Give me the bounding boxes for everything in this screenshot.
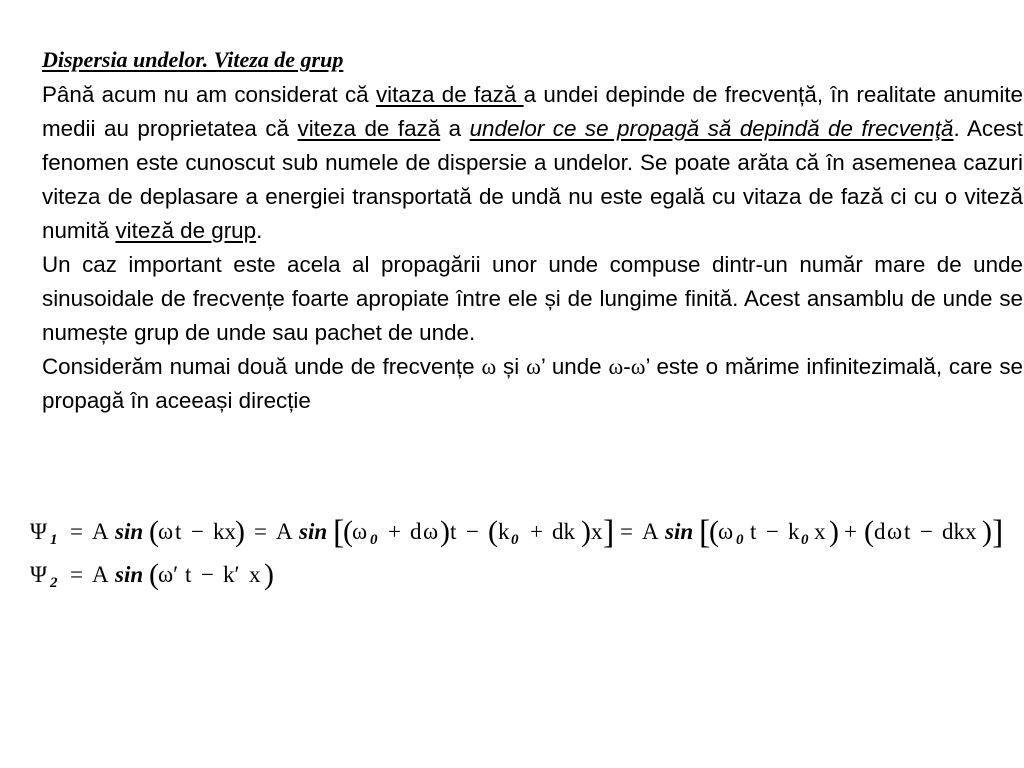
eq1-sub: 1 bbox=[50, 532, 58, 548]
eq2-eq: = bbox=[70, 562, 83, 587]
eq2-omega-prime: ω′ bbox=[158, 562, 179, 587]
eq2-k-prime: k′ bbox=[223, 562, 240, 587]
eq1-psi: Ψ bbox=[30, 519, 47, 544]
eq2-t: t bbox=[185, 562, 192, 587]
eq1-eq-b: = bbox=[254, 519, 267, 544]
svg-text:(: ( bbox=[864, 515, 874, 548]
eq1-zero-c: 0 bbox=[736, 532, 744, 548]
eq2-sin: sin bbox=[115, 562, 144, 587]
p3-text-3: ’ unde bbox=[540, 354, 609, 379]
svg-text:): ) bbox=[581, 515, 591, 548]
eq1-zero-b: 0 bbox=[511, 532, 519, 548]
svg-text:[: [ bbox=[333, 514, 345, 551]
eq1-zero-a: 0 bbox=[370, 532, 378, 548]
p1-text-5: . bbox=[256, 218, 263, 243]
eq1-t-a: t bbox=[175, 519, 182, 544]
eq1-amp-b: A bbox=[276, 519, 293, 544]
p1-text-2: a undei depinde de frecvență, în realitate anumite medii au proprietatea că bbox=[42, 82, 1024, 141]
svg-text:(: ( bbox=[149, 558, 159, 591]
eq1-omega-d: ω bbox=[718, 519, 734, 544]
eq1-d-a: d bbox=[410, 519, 422, 544]
eq1-kx-a: kx bbox=[213, 519, 236, 544]
svg-text:): ) bbox=[235, 515, 245, 548]
eq1-plus-b: + bbox=[530, 519, 543, 544]
p3-omega-2: ω bbox=[526, 354, 541, 379]
svg-text:): ) bbox=[264, 558, 274, 591]
p3-omega-1: ω bbox=[481, 354, 497, 379]
p1-text-1: Până acum nu am considerat că bbox=[42, 82, 376, 107]
paragraph-3 bbox=[42, 350, 1023, 418]
eq1-sin-c: sin bbox=[665, 519, 694, 544]
eq1-t-d: t bbox=[904, 519, 911, 544]
p3-text-5: ’ este o mărime infinitezimală, care se propagă în aceeași direcție bbox=[42, 354, 1023, 413]
body-text bbox=[42, 78, 1023, 418]
eq2-sub: 2 bbox=[50, 575, 58, 591]
eq1-dk-a: dk bbox=[552, 519, 575, 544]
eq1-x-a: x bbox=[591, 519, 603, 544]
p1-italic-underline: undelor ce se propagă să depindă de frecvenţă bbox=[469, 116, 954, 141]
eq1-sin-a: sin bbox=[115, 519, 144, 544]
eq1-amp-c: A bbox=[642, 519, 659, 544]
eq1-amp-a: A bbox=[92, 519, 109, 544]
eq1-omega-a: ω bbox=[158, 519, 174, 544]
eq1-eq-c: = bbox=[620, 519, 633, 544]
equation-psi-1 bbox=[30, 512, 1020, 556]
svg-text:): ) bbox=[829, 515, 839, 548]
paragraph-1 bbox=[42, 78, 1023, 248]
p1-underline-2: viteza de fază bbox=[297, 116, 441, 141]
p1-underline-3: viteză de grup bbox=[115, 218, 257, 243]
eq1-plus-c: + bbox=[844, 519, 857, 544]
svg-text:[: [ bbox=[699, 514, 711, 551]
p3-text-4: - bbox=[623, 354, 631, 379]
eq1-d-b: d bbox=[874, 519, 886, 544]
svg-text:(: ( bbox=[149, 515, 159, 548]
eq1-eq-a: = bbox=[70, 519, 83, 544]
svg-text:(: ( bbox=[709, 515, 719, 548]
eq1-t-b: t bbox=[450, 519, 457, 544]
eq1-k-a: k bbox=[498, 519, 510, 544]
eq1-minus-b: − bbox=[466, 519, 479, 544]
eq1-k-b: k bbox=[788, 519, 800, 544]
eq1-dkx: dkx bbox=[942, 519, 977, 544]
eq1-minus-c: − bbox=[766, 519, 779, 544]
eq1-x-b: x bbox=[814, 519, 826, 544]
eq1-omega-b: ω bbox=[352, 519, 368, 544]
svg-text:]: ] bbox=[603, 514, 615, 551]
eq1-omega-e: ω bbox=[887, 519, 903, 544]
p1-text-4: . Acest fenomen este cunoscut sub numele de dispersie a undelor. Se poate arăta că în asemenea cazuri viteza de deplasare a energiei transportată de undă nu este egală cu vitaza de fază ci cu o viteză numită bbox=[42, 116, 1023, 243]
eq1-minus-d: − bbox=[920, 519, 933, 544]
p1-text-3: a bbox=[440, 116, 470, 141]
eq2-psi: Ψ bbox=[30, 562, 47, 587]
eq1-minus-a: − bbox=[191, 519, 204, 544]
slide-title: Dispersia undelor. Viteza de grup bbox=[42, 47, 344, 72]
p3-text-2: și bbox=[496, 354, 527, 379]
p3-omega-4: ω bbox=[630, 354, 646, 379]
equation-psi-2 bbox=[30, 558, 330, 598]
eq2-x: x bbox=[249, 562, 261, 587]
svg-text:): ) bbox=[982, 515, 992, 548]
eq2-minus: − bbox=[201, 562, 214, 587]
eq1-sin-b: sin bbox=[299, 519, 328, 544]
svg-text:): ) bbox=[440, 515, 450, 548]
svg-text:(: ( bbox=[488, 515, 498, 548]
p3-omega-3: ω bbox=[608, 354, 624, 379]
eq1-zero-d: 0 bbox=[801, 532, 809, 548]
eq1-plus-a: + bbox=[388, 519, 401, 544]
p1-underline-1: vitaza de fază bbox=[375, 82, 524, 107]
svg-text:]: ] bbox=[992, 514, 1004, 551]
eq2-amp: A bbox=[92, 562, 109, 587]
svg-text:(: ( bbox=[343, 515, 353, 548]
paragraph-2: Un caz important este acela al propagării unor unde compuse dintr-un număr mare de unde sinusoidale de frecvențe foarte apropiate între ele și de lungime finită. Acest ansamblu de unde se numește grup de unde sau pachet de unde. bbox=[42, 252, 1023, 345]
eq1-t-c: t bbox=[750, 519, 757, 544]
eq1-omega-c: ω bbox=[423, 519, 439, 544]
p3-text-1: Considerăm numai două unde de frecvențe bbox=[42, 354, 482, 379]
